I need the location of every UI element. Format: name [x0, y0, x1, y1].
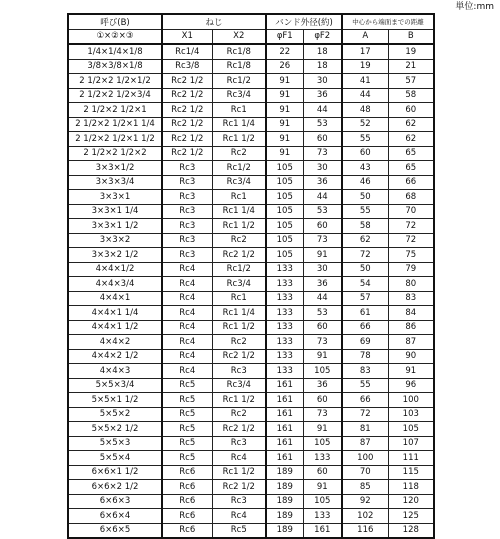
cell-thread-x1: Rc2 1/2 [162, 74, 212, 89]
cell-distance-b: 62 [388, 117, 434, 132]
cell-distance-a: 81 [342, 422, 388, 437]
cell-thread-x2: Rc1 1/2 [212, 132, 266, 147]
cell-size: 2 1/2×2 1/2×3/4 [68, 88, 162, 103]
cell-size: 3×3×2 1/2 [68, 248, 162, 263]
subheader-f1: φF1 [266, 29, 303, 44]
cell-band-f2: 73 [303, 407, 342, 422]
cell-distance-b: 66 [388, 175, 434, 190]
cell-band-f1: 133 [266, 335, 303, 350]
cell-distance-b: 58 [388, 88, 434, 103]
cell-size: 2 1/2×2 1/2×1/2 [68, 74, 162, 89]
table-row [68, 103, 434, 118]
cell-thread-x2: Rc2 [212, 335, 266, 350]
cell-band-f1: 105 [266, 219, 303, 234]
cell-distance-a: 66 [342, 393, 388, 408]
cell-thread-x2: Rc1/2 [212, 262, 266, 277]
cell-band-f2: 60 [303, 393, 342, 408]
cell-distance-a: 57 [342, 291, 388, 306]
cell-size: 4×4×2 [68, 335, 162, 350]
cell-thread-x1: Rc1/4 [162, 44, 212, 59]
subheader-a: A [342, 29, 388, 44]
cell-thread-x2: Rc2 1/2 [212, 248, 266, 263]
cell-thread-x1: Rc5 [162, 393, 212, 408]
header-band: バンド外径(約) [266, 14, 342, 29]
cell-thread-x2: Rc2 1/2 [212, 349, 266, 364]
cell-distance-b: 62 [388, 132, 434, 147]
cell-thread-x2: Rc4 [212, 451, 266, 466]
table-row [68, 175, 434, 190]
cell-size: 4×4×1 1/4 [68, 306, 162, 321]
cell-distance-b: 120 [388, 494, 434, 509]
cell-thread-x2: Rc3 [212, 436, 266, 451]
cell-band-f2: 53 [303, 306, 342, 321]
cell-size: 4×4×3/4 [68, 277, 162, 292]
cell-size: 5×5×3 [68, 436, 162, 451]
subheader-f2: φF2 [303, 29, 342, 44]
table-row [68, 480, 434, 495]
table-row [68, 320, 434, 335]
cell-band-f2: 105 [303, 436, 342, 451]
cell-thread-x1: Rc6 [162, 465, 212, 480]
cell-band-f1: 189 [266, 509, 303, 524]
cell-band-f2: 60 [303, 219, 342, 234]
cell-band-f2: 18 [303, 44, 342, 59]
cell-band-f2: 53 [303, 204, 342, 219]
cell-distance-b: 103 [388, 407, 434, 422]
cell-distance-a: 17 [342, 44, 388, 59]
cell-distance-b: 128 [388, 523, 434, 538]
cell-band-f2: 91 [303, 422, 342, 437]
header-center-distance: 中心から端面までの距離 [342, 14, 434, 29]
cell-band-f2: 73 [303, 335, 342, 350]
cell-distance-a: 50 [342, 190, 388, 205]
cell-band-f1: 161 [266, 422, 303, 437]
cell-thread-x2: Rc1 1/2 [212, 393, 266, 408]
cell-band-f2: 44 [303, 190, 342, 205]
cell-distance-a: 87 [342, 436, 388, 451]
table-row [68, 378, 434, 393]
cell-thread-x2: Rc3 [212, 494, 266, 509]
table-row [68, 74, 434, 89]
cell-distance-b: 118 [388, 480, 434, 495]
cell-thread-x2: Rc1 1/2 [212, 219, 266, 234]
table-row [68, 277, 434, 292]
cell-size: 4×4×2 1/2 [68, 349, 162, 364]
cell-thread-x1: Rc5 [162, 378, 212, 393]
table-row [68, 59, 434, 74]
cell-distance-b: 80 [388, 277, 434, 292]
cell-band-f1: 133 [266, 291, 303, 306]
cell-thread-x1: Rc2 1/2 [162, 88, 212, 103]
table-subheader-row [68, 29, 434, 44]
cell-band-f1: 133 [266, 349, 303, 364]
table-row [68, 306, 434, 321]
table-row [68, 88, 434, 103]
cell-thread-x1: Rc4 [162, 277, 212, 292]
table-row [68, 349, 434, 364]
cell-size: 4×4×3 [68, 364, 162, 379]
cell-size: 5×5×1 1/2 [68, 393, 162, 408]
cell-distance-a: 55 [342, 204, 388, 219]
cell-thread-x1: Rc3 [162, 204, 212, 219]
cell-band-f2: 30 [303, 74, 342, 89]
cell-band-f1: 91 [266, 103, 303, 118]
cell-distance-b: 87 [388, 335, 434, 350]
cell-thread-x1: Rc6 [162, 480, 212, 495]
cell-band-f1: 105 [266, 190, 303, 205]
cell-distance-a: 72 [342, 407, 388, 422]
cell-thread-x2: Rc1 [212, 291, 266, 306]
cell-distance-a: 69 [342, 335, 388, 350]
cell-thread-x1: Rc4 [162, 291, 212, 306]
cell-band-f2: 53 [303, 117, 342, 132]
cell-size: 4×4×1 1/2 [68, 320, 162, 335]
cell-thread-x1: Rc2 1/2 [162, 103, 212, 118]
cell-distance-b: 21 [388, 59, 434, 74]
cell-size: 6×6×4 [68, 509, 162, 524]
cell-band-f2: 18 [303, 59, 342, 74]
cell-thread-x2: Rc1 1/2 [212, 465, 266, 480]
cell-band-f2: 91 [303, 349, 342, 364]
cell-size: 2 1/2×2 1/2×1 1/2 [68, 132, 162, 147]
cell-distance-b: 125 [388, 509, 434, 524]
table-header-row [68, 14, 434, 29]
cell-thread-x2: Rc1 1/4 [212, 117, 266, 132]
table-row [68, 451, 434, 466]
cell-thread-x1: Rc3/8 [162, 59, 212, 74]
cell-band-f2: 60 [303, 320, 342, 335]
cell-distance-a: 41 [342, 74, 388, 89]
cell-band-f1: 161 [266, 436, 303, 451]
cell-distance-b: 115 [388, 465, 434, 480]
cell-distance-b: 65 [388, 146, 434, 161]
cell-thread-x2: Rc3/4 [212, 378, 266, 393]
cell-band-f2: 73 [303, 233, 342, 248]
cell-distance-b: 83 [388, 291, 434, 306]
cell-size: 6×6×5 [68, 523, 162, 538]
cell-distance-b: 57 [388, 74, 434, 89]
cell-band-f1: 105 [266, 161, 303, 176]
cell-distance-a: 19 [342, 59, 388, 74]
cell-distance-a: 55 [342, 378, 388, 393]
cell-thread-x2: Rc2 [212, 146, 266, 161]
cell-distance-b: 68 [388, 190, 434, 205]
cell-distance-b: 100 [388, 393, 434, 408]
cell-size: 3×3×1/2 [68, 161, 162, 176]
cell-thread-x2: Rc2 1/2 [212, 422, 266, 437]
cell-band-f2: 105 [303, 364, 342, 379]
cell-size: 3×3×1 1/4 [68, 204, 162, 219]
cell-band-f1: 161 [266, 407, 303, 422]
cell-band-f1: 105 [266, 233, 303, 248]
cell-band-f2: 161 [303, 523, 342, 538]
cell-thread-x2: Rc1 [212, 190, 266, 205]
cell-thread-x2: Rc1/8 [212, 44, 266, 59]
cell-thread-x1: Rc4 [162, 320, 212, 335]
cell-band-f1: 161 [266, 378, 303, 393]
cell-band-f1: 91 [266, 146, 303, 161]
table-row [68, 44, 434, 59]
cell-thread-x2: Rc2 [212, 407, 266, 422]
cell-size: 3×3×1 1/2 [68, 219, 162, 234]
cell-size: 6×6×3 [68, 494, 162, 509]
cell-distance-a: 70 [342, 465, 388, 480]
cell-band-f1: 91 [266, 117, 303, 132]
cell-band-f2: 30 [303, 161, 342, 176]
cell-band-f1: 91 [266, 88, 303, 103]
table-row [68, 219, 434, 234]
cell-band-f1: 189 [266, 480, 303, 495]
cell-thread-x2: Rc3/4 [212, 88, 266, 103]
cell-thread-x1: Rc3 [162, 161, 212, 176]
cell-distance-a: 78 [342, 349, 388, 364]
cell-distance-a: 43 [342, 161, 388, 176]
cell-thread-x1: Rc3 [162, 233, 212, 248]
cell-thread-x1: Rc4 [162, 364, 212, 379]
table-row [68, 509, 434, 524]
cell-thread-x1: Rc2 1/2 [162, 132, 212, 147]
table-row [68, 204, 434, 219]
cell-band-f1: 161 [266, 451, 303, 466]
cell-thread-x1: Rc5 [162, 451, 212, 466]
cell-band-f1: 161 [266, 393, 303, 408]
cell-band-f2: 36 [303, 175, 342, 190]
cell-thread-x1: Rc5 [162, 436, 212, 451]
cell-thread-x1: Rc3 [162, 248, 212, 263]
cell-band-f1: 133 [266, 364, 303, 379]
cell-size: 5×5×2 1/2 [68, 422, 162, 437]
cell-distance-a: 44 [342, 88, 388, 103]
cell-band-f2: 91 [303, 248, 342, 263]
cell-thread-x1: Rc4 [162, 349, 212, 364]
table-row [68, 117, 434, 132]
cell-band-f2: 105 [303, 494, 342, 509]
header-thread: ねじ [162, 14, 266, 29]
cell-band-f1: 105 [266, 175, 303, 190]
cell-size: 4×4×1/2 [68, 262, 162, 277]
cell-distance-a: 61 [342, 306, 388, 321]
cell-thread-x2: Rc2 1/2 [212, 480, 266, 495]
spec-table [67, 13, 435, 539]
cell-thread-x1: Rc4 [162, 306, 212, 321]
cell-distance-a: 102 [342, 509, 388, 524]
cell-distance-b: 90 [388, 349, 434, 364]
cell-distance-b: 86 [388, 320, 434, 335]
cell-thread-x2: Rc5 [212, 523, 266, 538]
cell-thread-x1: Rc3 [162, 175, 212, 190]
cell-distance-b: 75 [388, 248, 434, 263]
cell-thread-x1: Rc5 [162, 407, 212, 422]
cell-band-f1: 105 [266, 248, 303, 263]
cell-distance-a: 55 [342, 132, 388, 147]
cell-thread-x1: Rc2 1/2 [162, 117, 212, 132]
cell-band-f1: 133 [266, 262, 303, 277]
cell-size: 5×5×2 [68, 407, 162, 422]
cell-distance-b: 91 [388, 364, 434, 379]
cell-size: 2 1/2×2 1/2×1 1/4 [68, 117, 162, 132]
cell-distance-b: 72 [388, 233, 434, 248]
cell-band-f1: 189 [266, 465, 303, 480]
cell-distance-a: 60 [342, 146, 388, 161]
subheader-x1: X1 [162, 29, 212, 44]
cell-band-f2: 60 [303, 132, 342, 147]
cell-distance-a: 48 [342, 103, 388, 118]
cell-distance-a: 58 [342, 219, 388, 234]
cell-distance-b: 84 [388, 306, 434, 321]
cell-thread-x2: Rc1 1/4 [212, 204, 266, 219]
cell-thread-x2: Rc1/8 [212, 59, 266, 74]
cell-band-f2: 133 [303, 451, 342, 466]
cell-size: 1/4×1/4×1/8 [68, 44, 162, 59]
cell-distance-a: 100 [342, 451, 388, 466]
cell-thread-x1: Rc4 [162, 335, 212, 350]
cell-size: 3×3×1 [68, 190, 162, 205]
cell-size: 3×3×2 [68, 233, 162, 248]
table-row [68, 132, 434, 147]
table-row [68, 465, 434, 480]
cell-band-f2: 60 [303, 465, 342, 480]
cell-distance-a: 116 [342, 523, 388, 538]
cell-band-f2: 30 [303, 262, 342, 277]
cell-band-f2: 91 [303, 480, 342, 495]
cell-distance-b: 107 [388, 436, 434, 451]
cell-band-f1: 91 [266, 132, 303, 147]
cell-thread-x1: Rc3 [162, 219, 212, 234]
cell-band-f2: 36 [303, 378, 342, 393]
cell-distance-b: 60 [388, 103, 434, 118]
cell-band-f1: 189 [266, 494, 303, 509]
cell-thread-x1: Rc4 [162, 262, 212, 277]
cell-thread-x2: Rc2 [212, 233, 266, 248]
cell-thread-x2: Rc3/4 [212, 277, 266, 292]
cell-thread-x1: Rc6 [162, 523, 212, 538]
cell-distance-a: 46 [342, 175, 388, 190]
cell-thread-x1: Rc6 [162, 509, 212, 524]
subheader-x2: X2 [212, 29, 266, 44]
cell-band-f1: 133 [266, 277, 303, 292]
cell-band-f1: 91 [266, 74, 303, 89]
cell-band-f1: 133 [266, 320, 303, 335]
cell-band-f1: 105 [266, 204, 303, 219]
table-row [68, 436, 434, 451]
cell-distance-a: 50 [342, 262, 388, 277]
table-row [68, 335, 434, 350]
subheader-size-order: ①×②×③ [68, 29, 162, 44]
cell-distance-a: 52 [342, 117, 388, 132]
cell-band-f1: 189 [266, 523, 303, 538]
cell-distance-b: 65 [388, 161, 434, 176]
cell-distance-b: 105 [388, 422, 434, 437]
cell-size: 5×5×4 [68, 451, 162, 466]
cell-thread-x1: Rc3 [162, 190, 212, 205]
cell-size: 6×6×1 1/2 [68, 465, 162, 480]
header-size: 呼び(B) [68, 14, 162, 29]
table-row [68, 190, 434, 205]
cell-distance-a: 83 [342, 364, 388, 379]
cell-distance-a: 92 [342, 494, 388, 509]
cell-band-f2: 36 [303, 277, 342, 292]
cell-thread-x2: Rc4 [212, 509, 266, 524]
cell-size: 6×6×2 1/2 [68, 480, 162, 495]
table-row [68, 523, 434, 538]
cell-size: 4×4×1 [68, 291, 162, 306]
cell-band-f2: 44 [303, 103, 342, 118]
table-row [68, 262, 434, 277]
cell-distance-b: 111 [388, 451, 434, 466]
cell-distance-a: 66 [342, 320, 388, 335]
table-row [68, 146, 434, 161]
cell-band-f2: 133 [303, 509, 342, 524]
cell-thread-x1: Rc5 [162, 422, 212, 437]
table-row [68, 291, 434, 306]
cell-thread-x2: Rc3 [212, 364, 266, 379]
cell-thread-x2: Rc1/2 [212, 161, 266, 176]
cell-thread-x1: Rc2 1/2 [162, 146, 212, 161]
cell-band-f1: 26 [266, 59, 303, 74]
cell-distance-a: 85 [342, 480, 388, 495]
cell-thread-x1: Rc6 [162, 494, 212, 509]
subheader-b: B [388, 29, 434, 44]
cell-band-f2: 36 [303, 88, 342, 103]
table-row [68, 494, 434, 509]
cell-distance-b: 19 [388, 44, 434, 59]
cell-thread-x2: Rc1 1/4 [212, 306, 266, 321]
cell-size: 2 1/2×2 1/2×1 [68, 103, 162, 118]
cell-band-f1: 133 [266, 306, 303, 321]
cell-distance-b: 79 [388, 262, 434, 277]
table-row [68, 233, 434, 248]
table-row [68, 407, 434, 422]
table-row [68, 161, 434, 176]
unit-label: 単位:mm [455, 2, 494, 12]
cell-band-f2: 73 [303, 146, 342, 161]
cell-size: 2 1/2×2 1/2×2 [68, 146, 162, 161]
cell-distance-b: 72 [388, 219, 434, 234]
table-row [68, 364, 434, 379]
cell-band-f1: 22 [266, 44, 303, 59]
cell-thread-x2: Rc1/2 [212, 74, 266, 89]
cell-distance-a: 54 [342, 277, 388, 292]
cell-size: 5×5×3/4 [68, 378, 162, 393]
cell-thread-x2: Rc1 [212, 103, 266, 118]
table-row [68, 248, 434, 263]
table-row [68, 393, 434, 408]
table-row [68, 422, 434, 437]
cell-thread-x2: Rc3/4 [212, 175, 266, 190]
cell-distance-a: 62 [342, 233, 388, 248]
cell-distance-b: 96 [388, 378, 434, 393]
cell-distance-a: 72 [342, 248, 388, 263]
cell-band-f2: 44 [303, 291, 342, 306]
cell-size: 3/8×3/8×1/8 [68, 59, 162, 74]
cell-distance-b: 70 [388, 204, 434, 219]
cell-size: 3×3×3/4 [68, 175, 162, 190]
cell-thread-x2: Rc1 1/2 [212, 320, 266, 335]
